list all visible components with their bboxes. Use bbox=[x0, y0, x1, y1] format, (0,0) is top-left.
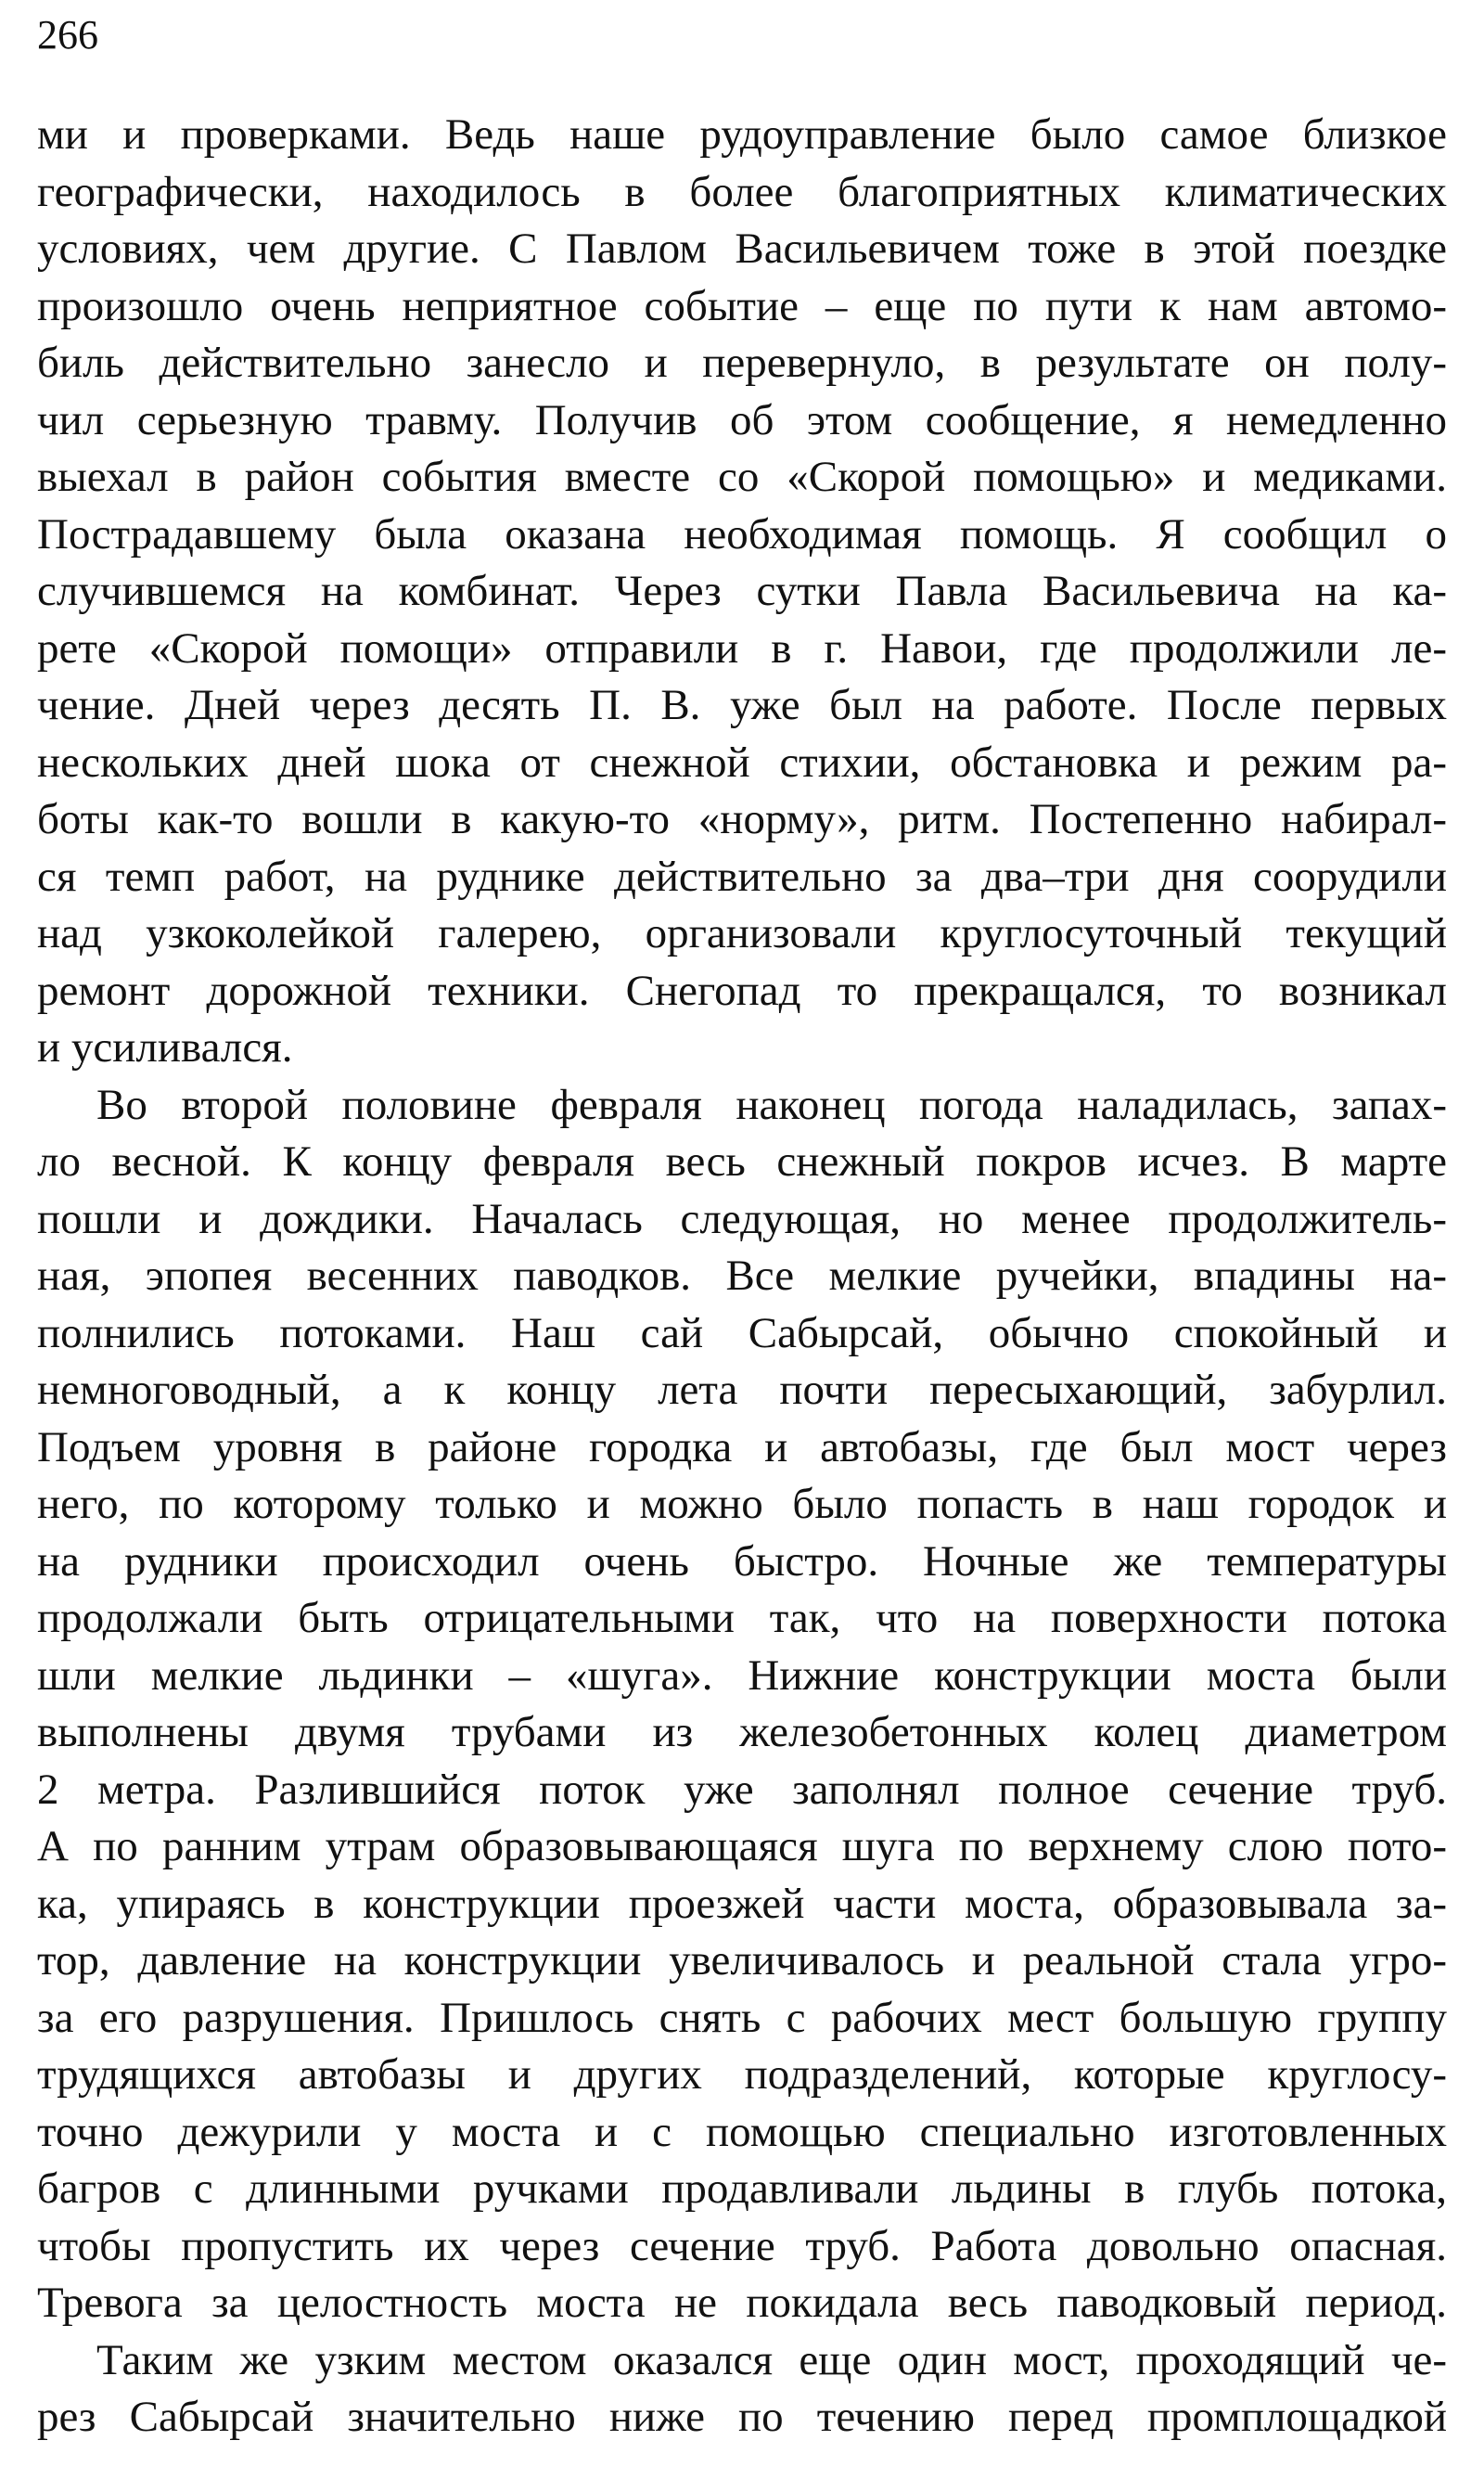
text-line: выполнены двумя трубами из железобетонных колец диаметром bbox=[37, 1708, 1447, 1756]
text-line: багров с длинными ручками продавливали льдины в глубь потока, bbox=[37, 2164, 1447, 2213]
text-line: трудящихся автобазы и других подразделений, которые круглосу- bbox=[37, 2050, 1447, 2099]
body-text bbox=[37, 107, 1447, 2447]
text-line: ло весной. К концу февраля весь снежный покров исчез. В марте bbox=[37, 1137, 1447, 1186]
text-line: нескольких дней шока от снежной стихии, обстановка и режим ра- bbox=[37, 738, 1447, 787]
text-line: чил серьезную травму. Получив об этом сообщение, я немедленно bbox=[37, 395, 1447, 444]
text-line: чтобы пропустить их через сечение труб. Работа довольно опасная. bbox=[37, 2221, 1447, 2270]
text-line: точно дежурили у моста и с помощью специально изготовленных bbox=[37, 2107, 1447, 2156]
text-line: А по ранним утрам образовывающаяся шуга по верхнему слою пото- bbox=[37, 1822, 1447, 1870]
text-line: чение. Дней через десять П. В. уже был на работе. После первых bbox=[37, 681, 1447, 729]
text-line: Во второй половине февраля наконец погода наладилась, запах- bbox=[96, 1080, 1447, 1129]
text-line: Таким же узким местом оказался еще один мост, проходящий че- bbox=[96, 2335, 1447, 2384]
text-line: и усиливался. bbox=[37, 1023, 293, 1072]
text-line: ся темп работ, на руднике действительно за два–три дня соорудили bbox=[37, 852, 1447, 901]
text-line: немноговодный, а к концу лета почти пересыхающий, забурлил. bbox=[37, 1366, 1447, 1414]
text-line: на рудники происходил очень быстро. Ночные же температуры bbox=[37, 1536, 1447, 1586]
text-line: полнились потоками. Наш сай Сабырсай, обычно спокойный и bbox=[37, 1308, 1447, 1357]
text-line: условиях, чем другие. С Павлом Васильевичем тоже в этой поездке bbox=[37, 225, 1447, 273]
text-line: биль действительно занесло и перевернуло, в результате он полу- bbox=[37, 339, 1447, 387]
text-line: шли мелкие льдинки – «шуга». Нижние конструкции моста были bbox=[37, 1650, 1447, 1700]
text-line: боты как-то вошли в какую-то «норму», ритм. Постепенно набирал- bbox=[37, 795, 1447, 843]
text-line: Пострадавшему была оказана необходимая помощь. Я сообщил о bbox=[37, 509, 1447, 559]
text-line: рете «Скорой помощи» отправили в г. Навои, где продолжили ле- bbox=[37, 623, 1447, 673]
text-line: ная, эпопея весенних паводков. Все мелкие ручейки, впадины на- bbox=[37, 1252, 1447, 1300]
text-line: Подъем уровня в районе городка и автобазы, где был мост через bbox=[37, 1422, 1447, 1471]
text-line: ка, упираясь в конструкции проезжей части моста, образовывала за- bbox=[37, 1879, 1447, 1928]
text-line: продолжали быть отрицательными так, что на поверхности потока bbox=[37, 1594, 1447, 1642]
text-line: выехал в район события вместе со «Скорой помощью» и медиками. bbox=[37, 453, 1447, 501]
text-line: 2 метра. Разлившийся поток уже заполнял полное сечение труб. bbox=[37, 1765, 1447, 1814]
text-line: ми и проверками. Ведь наше рудоуправление было самое близкое bbox=[37, 110, 1447, 159]
text-line: него, по которому только и можно было попасть в наш городок и bbox=[37, 1480, 1447, 1528]
text-line: рез Сабырсай значительно ниже по течению перед промплощадкой bbox=[37, 2393, 1447, 2441]
text-line: тор, давление на конструкции увеличивалось и реальной стала угро- bbox=[37, 1936, 1447, 1984]
text-line: произошло очень неприятное событие – еще по пути к нам автомо- bbox=[37, 281, 1447, 330]
page-number: 266 bbox=[37, 12, 98, 58]
text-line: Тревога за целостность моста не покидала весь паводковый период. bbox=[37, 2279, 1447, 2327]
text-line: географически, находилось в более благоприятных климатических bbox=[37, 167, 1447, 216]
text-line: над узкоколейкой галерею, организовали круглосуточный текущий bbox=[37, 909, 1447, 957]
text-line: ремонт дорожной техники. Снегопад то прекращался, то возникал bbox=[37, 966, 1447, 1015]
text-line: случившемся на комбинат. Через сутки Павла Васильевича на ка- bbox=[37, 567, 1447, 615]
text-line: за его разрушения. Пришлось снять с рабочих мест большую группу bbox=[37, 1993, 1447, 2042]
text-line: пошли и дождики. Началась следующая, но менее продолжитель- bbox=[37, 1194, 1447, 1243]
